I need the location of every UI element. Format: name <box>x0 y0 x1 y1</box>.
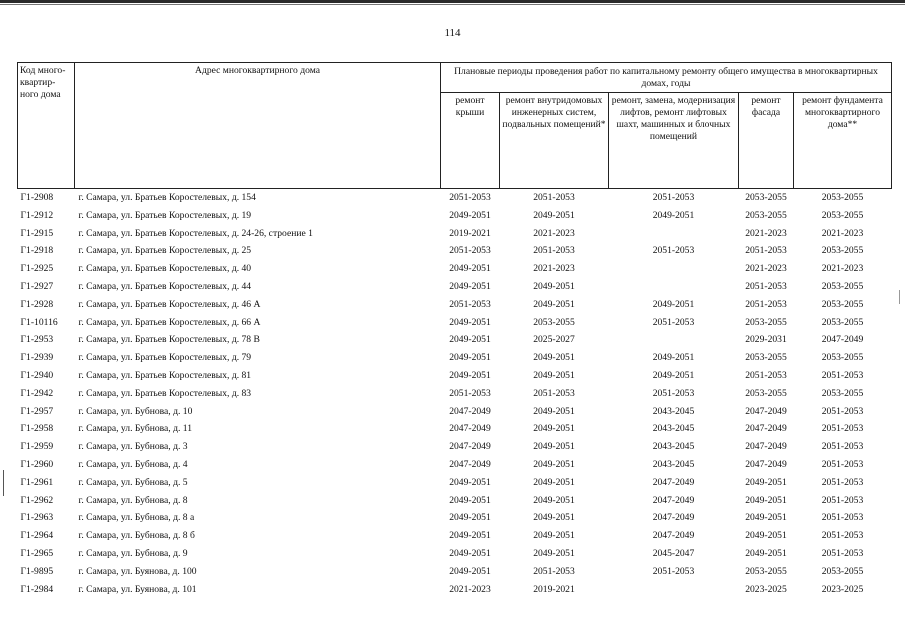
cell-code: Г1-2960 <box>20 458 54 470</box>
table-row <box>18 260 892 278</box>
cell-foundation: 2053-2055 <box>821 280 864 292</box>
cell-engineering: 2049-2051 <box>533 209 575 221</box>
cell-address: г. Самара, ул. Братьев Коростелевых, д. 25 <box>78 245 252 257</box>
cell-roof: 2047-2049 <box>449 405 491 417</box>
top-border-line-thin <box>0 4 905 5</box>
table-row <box>18 438 892 456</box>
cell-foundation: 2021-2023 <box>821 227 864 239</box>
cell-facade: 2051-2053 <box>745 280 787 292</box>
cell-foundation: 2053-2055 <box>821 192 864 203</box>
cell-address: г. Самара, ул. Бубнова, д. 8 а <box>78 512 195 524</box>
cell-foundation: 2021-2023 <box>821 263 864 275</box>
cell-roof: 2047-2049 <box>449 458 491 470</box>
cell-address: г. Самара, ул. Бубнова, д. 8 <box>78 494 188 506</box>
cell-facade: 2047-2049 <box>745 441 787 453</box>
cell-facade: 2053-2055 <box>745 387 787 399</box>
table-row <box>18 563 892 581</box>
cell-elevators: 2043-2045 <box>652 441 695 453</box>
cell-address: г. Самара, ул. Бубнова, д. 11 <box>78 423 193 435</box>
cell-address: г. Самара, ул. Бубнова, д. 5 <box>78 476 188 488</box>
cell-address: г. Самара, ул. Братьев Коростелевых, д. 44 <box>78 280 252 292</box>
table-row <box>18 403 892 421</box>
cell-address: г. Самара, ул. Бубнова, д. 9 <box>78 547 188 559</box>
cell-roof: 2051-2053 <box>449 192 491 203</box>
cell-roof: 2049-2051 <box>449 494 491 506</box>
table-row <box>18 349 892 367</box>
scan-artifact-mark <box>3 470 4 496</box>
cell-code: Г1-2918 <box>20 245 54 257</box>
cell-engineering: 2051-2053 <box>533 387 575 399</box>
cell-roof: 2049-2051 <box>449 547 491 559</box>
table-row <box>18 545 892 563</box>
table-row <box>18 385 892 403</box>
cell-foundation: 2053-2055 <box>821 245 864 257</box>
header-periods-group: Плановые периоды проведения работ по капитальному ремонту общего имущества в многоквартирных домах, годы <box>441 63 892 93</box>
cell-engineering: 2049-2051 <box>533 547 575 559</box>
header-elevators: ремонт, замена, модернизация лифтов, ремонт лифтовых шахт, машинных и блочных помещений <box>609 93 739 189</box>
cell-roof: 2049-2051 <box>449 316 491 328</box>
cell-elevators: 2047-2049 <box>652 530 695 542</box>
cell-code: Г1-2959 <box>20 441 54 453</box>
cell-code: Г1-2908 <box>20 192 54 203</box>
header-code: Код много-квартир-ного дома <box>18 63 75 189</box>
cell-elevators <box>609 278 739 296</box>
cell-code: Г1-10116 <box>20 316 58 328</box>
cell-roof: 2049-2051 <box>449 512 491 524</box>
cell-facade: 2053-2055 <box>745 352 787 364</box>
cell-facade: 2053-2055 <box>745 565 787 577</box>
table-row <box>18 278 892 296</box>
cell-address: г. Самара, ул. Братьев Коростелевых, д. 46 А <box>78 298 261 310</box>
cell-elevators: 2043-2045 <box>652 405 695 417</box>
cell-foundation: 2051-2053 <box>821 547 864 559</box>
cell-facade: 2049-2051 <box>745 512 787 524</box>
cell-engineering: 2053-2055 <box>533 316 575 328</box>
cell-facade: 2047-2049 <box>745 405 787 417</box>
cell-roof: 2049-2051 <box>449 530 491 542</box>
cell-engineering: 2019-2021 <box>533 583 575 595</box>
cell-facade: 2049-2051 <box>745 530 787 542</box>
cell-facade: 2021-2023 <box>745 263 787 275</box>
cell-elevators: 2051-2053 <box>652 316 695 328</box>
cell-elevators: 2051-2053 <box>652 192 695 203</box>
table-row <box>18 581 892 599</box>
scan-artifact-mark <box>899 290 900 304</box>
cell-elevators: 2047-2049 <box>652 476 695 488</box>
table-row <box>18 474 892 492</box>
cell-code: Г1-2915 <box>20 227 54 239</box>
cell-address: г. Самара, ул. Братьев Коростелевых, д. 78 В <box>78 334 260 346</box>
cell-foundation: 2051-2053 <box>821 494 864 506</box>
cell-address: г. Самара, ул. Братьев Коростелевых, д. 81 <box>78 369 252 381</box>
cell-code: Г1-2928 <box>20 298 54 310</box>
cell-engineering: 2049-2051 <box>533 530 575 542</box>
table-row <box>18 296 892 314</box>
cell-roof: 2047-2049 <box>449 441 491 453</box>
header-engineering: ремонт внутридомовых инженерных систем, подвальных помещений* <box>500 93 609 189</box>
cell-roof: 2049-2051 <box>449 334 491 346</box>
cell-elevators: 2049-2051 <box>652 209 695 221</box>
cell-address: г. Самара, ул. Бубнова, д. 8 б <box>78 530 195 542</box>
cell-facade: 2049-2051 <box>745 476 787 488</box>
header-roof: ремонт крыши <box>441 93 500 189</box>
header-address: Адрес многоквартирного дома <box>75 63 441 189</box>
cell-elevators <box>609 225 739 243</box>
cell-elevators: 2047-2049 <box>652 494 695 506</box>
cell-engineering: 2049-2051 <box>533 369 575 381</box>
cell-foundation: 2053-2055 <box>821 387 864 399</box>
cell-foundation: 2053-2055 <box>821 565 864 577</box>
cell-address: г. Самара, ул. Бубнова, д. 10 <box>78 405 193 417</box>
cell-code: Г1-9895 <box>20 565 54 577</box>
cell-address: г. Самара, ул. Братьев Коростелевых, д. 19 <box>78 209 252 221</box>
cell-engineering: 2049-2051 <box>533 298 575 310</box>
table-row <box>18 527 892 545</box>
cell-address: г. Самара, ул. Бубнова, д. 3 <box>78 441 188 453</box>
cell-facade: 2053-2055 <box>745 192 787 203</box>
cell-facade: 2051-2053 <box>745 298 787 310</box>
cell-address: г. Самара, ул. Братьев Коростелевых, д. 40 <box>78 263 252 275</box>
header-foundation: ремонт фундамента многоквартирного дома** <box>794 93 892 189</box>
header-facade: ремонт фасада <box>739 93 794 189</box>
cell-facade: 2049-2051 <box>745 494 787 506</box>
cell-facade: 2053-2055 <box>745 316 787 328</box>
cell-facade: 2021-2023 <box>745 227 787 239</box>
cell-roof: 2051-2053 <box>449 298 491 310</box>
cell-engineering: 2049-2051 <box>533 494 575 506</box>
cell-roof: 2049-2051 <box>449 476 491 488</box>
table-body <box>18 189 892 599</box>
cell-foundation: 2051-2053 <box>821 512 864 524</box>
cell-engineering: 2049-2051 <box>533 512 575 524</box>
cell-elevators: 2045-2047 <box>652 547 695 559</box>
cell-facade: 2051-2053 <box>745 245 787 257</box>
cell-code: Г1-2953 <box>20 334 54 346</box>
cell-address: г. Самара, ул. Бубнова, д. 4 <box>78 458 188 470</box>
cell-address: г. Самара, ул. Братьев Коростелевых, д. 83 <box>78 387 252 399</box>
cell-elevators: 2043-2045 <box>652 458 695 470</box>
cell-engineering: 2049-2051 <box>533 405 575 417</box>
cell-code: Г1-2925 <box>20 263 54 275</box>
cell-engineering: 2049-2051 <box>533 280 575 292</box>
cell-elevators: 2047-2049 <box>652 512 695 524</box>
cell-address: г. Самара, ул. Буянова, д. 100 <box>78 565 197 577</box>
cell-elevators: 2051-2053 <box>652 565 695 577</box>
cell-elevators <box>609 581 739 599</box>
cell-engineering: 2051-2053 <box>533 192 575 203</box>
table-row <box>18 207 892 225</box>
cell-roof: 2021-2023 <box>449 583 491 595</box>
cell-facade: 2047-2049 <box>745 458 787 470</box>
cell-elevators <box>609 260 739 278</box>
cell-facade: 2023-2025 <box>745 583 787 595</box>
cell-foundation: 2051-2053 <box>821 476 864 488</box>
cell-elevators: 2049-2051 <box>652 298 695 310</box>
cell-roof: 2051-2053 <box>449 245 491 257</box>
cell-roof: 2049-2051 <box>449 280 491 292</box>
cell-code: Г1-2958 <box>20 423 54 435</box>
cell-address: г. Самара, ул. Братьев Коростелевых, д. 66 А <box>78 316 261 328</box>
cell-foundation: 2051-2053 <box>821 458 864 470</box>
table-row <box>18 367 892 385</box>
cell-elevators: 2043-2045 <box>652 423 695 435</box>
table-row <box>18 331 892 349</box>
cell-facade: 2029-2031 <box>745 334 787 346</box>
cell-foundation: 2051-2053 <box>821 423 864 435</box>
cell-elevators <box>609 331 739 349</box>
cell-address: г. Самара, ул. Буянова, д. 101 <box>78 583 197 595</box>
cell-roof: 2049-2051 <box>449 369 491 381</box>
table-row <box>18 420 892 438</box>
cell-foundation: 2051-2053 <box>821 369 864 381</box>
table-row <box>18 509 892 527</box>
cell-code: Г1-2965 <box>20 547 54 559</box>
cell-engineering: 2051-2053 <box>533 565 575 577</box>
table-row <box>18 242 892 260</box>
table-row <box>18 456 892 474</box>
cell-address: г. Самара, ул. Братьев Коростелевых, д. 154 <box>78 192 256 203</box>
cell-engineering: 2051-2053 <box>533 245 575 257</box>
cell-facade: 2053-2055 <box>745 209 787 221</box>
cell-foundation: 2023-2025 <box>821 583 864 595</box>
page-number: 114 <box>444 27 461 39</box>
cell-facade: 2047-2049 <box>745 423 787 435</box>
cell-foundation: 2053-2055 <box>821 209 864 221</box>
cell-roof: 2049-2051 <box>449 209 491 221</box>
cell-engineering: 2049-2051 <box>533 441 575 453</box>
cell-roof: 2049-2051 <box>449 565 491 577</box>
table-row <box>18 189 892 207</box>
cell-engineering: 2049-2051 <box>533 352 575 364</box>
cell-elevators: 2049-2051 <box>652 352 695 364</box>
cell-engineering: 2025-2027 <box>533 334 575 346</box>
cell-code: Г1-2939 <box>20 352 54 364</box>
cell-roof: 2019-2021 <box>449 227 491 239</box>
cell-engineering: 2021-2023 <box>533 263 575 275</box>
cell-engineering: 2049-2051 <box>533 458 575 470</box>
cell-address: г. Самара, ул. Братьев Коростелевых, д. 79 <box>78 352 252 364</box>
cell-foundation: 2051-2053 <box>821 405 864 417</box>
cell-address: г. Самара, ул. Братьев Коростелевых, д. 24-26, строение 1 <box>78 227 313 239</box>
cell-code: Г1-2964 <box>20 530 54 542</box>
capital-repair-schedule-table <box>17 62 892 598</box>
cell-facade: 2051-2053 <box>745 369 787 381</box>
cell-roof: 2049-2051 <box>449 263 491 275</box>
cell-roof: 2049-2051 <box>449 352 491 364</box>
cell-foundation: 2051-2053 <box>821 530 864 542</box>
table-row <box>18 492 892 510</box>
cell-code: Г1-2942 <box>20 387 54 399</box>
cell-engineering: 2049-2051 <box>533 423 575 435</box>
cell-code: Г1-2912 <box>20 209 54 221</box>
cell-roof: 2047-2049 <box>449 423 491 435</box>
cell-code: Г1-2963 <box>20 512 54 524</box>
cell-foundation: 2053-2055 <box>821 316 864 328</box>
cell-code: Г1-2961 <box>20 476 54 488</box>
cell-foundation: 2053-2055 <box>821 352 864 364</box>
cell-engineering: 2021-2023 <box>533 227 575 239</box>
table-row <box>18 314 892 332</box>
cell-code: Г1-2927 <box>20 280 54 292</box>
table-header-row <box>18 63 892 93</box>
cell-foundation: 2053-2055 <box>821 298 864 310</box>
cell-foundation: 2051-2053 <box>821 441 864 453</box>
cell-elevators: 2051-2053 <box>652 245 695 257</box>
top-border-line <box>0 0 905 3</box>
cell-code: Г1-2962 <box>20 494 54 506</box>
cell-roof: 2051-2053 <box>449 387 491 399</box>
cell-code: Г1-2940 <box>20 369 54 381</box>
cell-engineering: 2049-2051 <box>533 476 575 488</box>
cell-facade: 2049-2051 <box>745 547 787 559</box>
table-row <box>18 225 892 243</box>
cell-code: Г1-2957 <box>20 405 54 417</box>
cell-code: Г1-2984 <box>20 583 54 595</box>
cell-foundation: 2047-2049 <box>821 334 864 346</box>
cell-elevators: 2051-2053 <box>652 387 695 399</box>
cell-elevators: 2049-2051 <box>652 369 695 381</box>
